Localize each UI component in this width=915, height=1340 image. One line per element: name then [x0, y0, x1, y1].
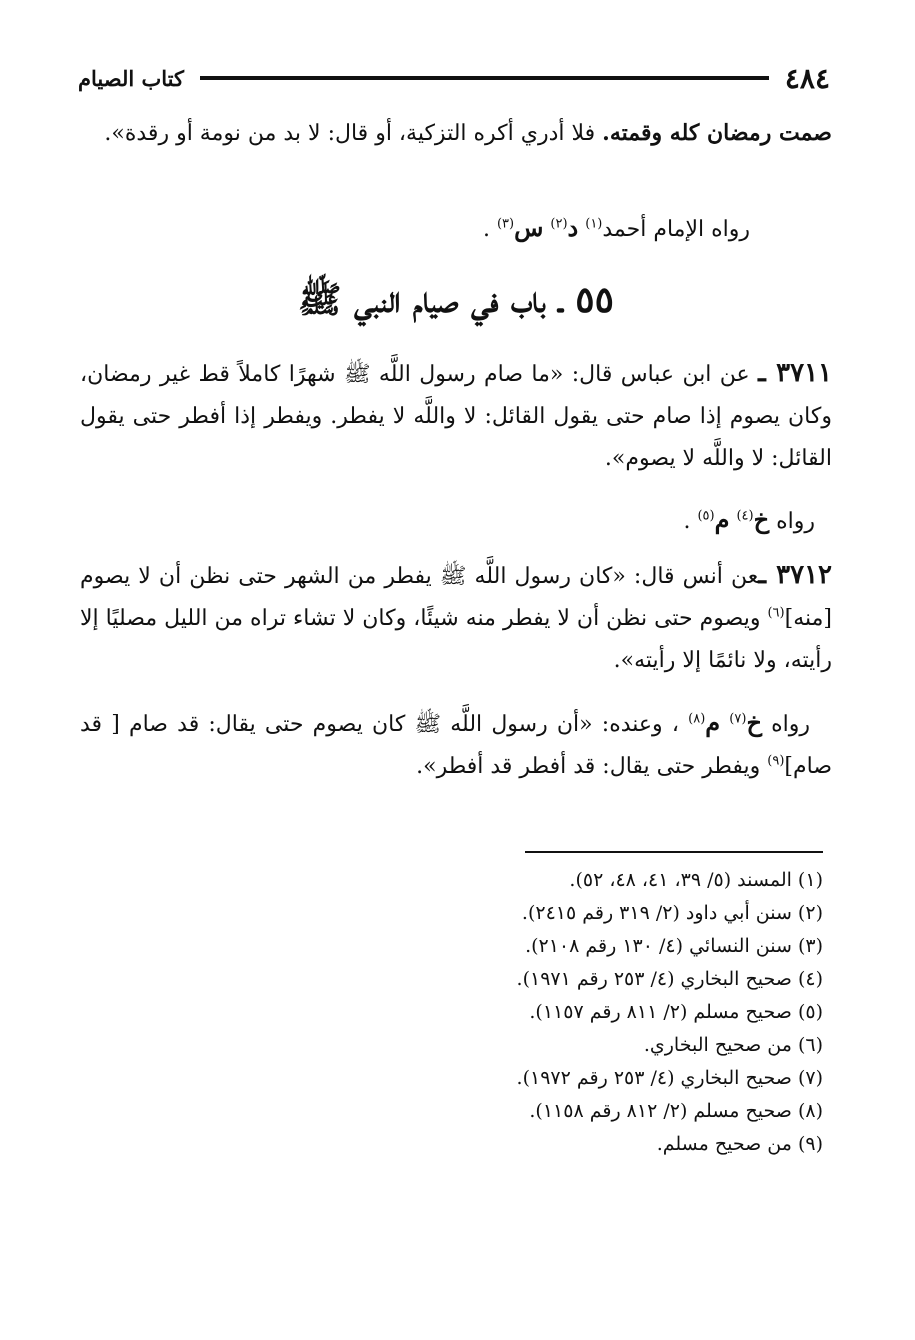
intro-bold-text: صمت رمضان كله وقمته. — [602, 120, 832, 146]
page-header — [78, 58, 830, 98]
riwaya-text: ، وعنده: «أن رسول اللَّه ﷺ كان يصوم حتى يقال: قد صام [ قد صام] — [80, 712, 832, 779]
footnote-1: (١) المسند (٥/ ٣٩، ٤١، ٤٨، ٥٢). — [569, 869, 823, 891]
source-bukhari: خ — [753, 505, 770, 534]
intro-riwaya — [483, 208, 750, 250]
footnote-ref-5: (٥) — [697, 508, 715, 524]
footnote-8: (٨) صحيح مسلم (٢/ ٨١٢ رقم ١١٥٨). — [529, 1100, 823, 1122]
footnote-ref-1: (١) — [585, 216, 603, 232]
riwaya-label: رواه — [776, 509, 815, 534]
page-number: ٤٨٤ — [784, 61, 830, 95]
footnote-6: (٦) من صحيح البخاري. — [643, 1034, 823, 1056]
hadith-3712-riwaya — [80, 702, 832, 788]
riwaya-label: رواه الإمام أحمد — [602, 217, 750, 242]
riwaya-end: . — [683, 509, 698, 534]
footnote-ref-3: (٣) — [496, 216, 515, 232]
footnote-ref-4: (٤) — [736, 508, 754, 524]
header-rule — [200, 76, 769, 80]
riwaya-text-cont: ويفطر حتى يقال: قد أفطر قد أفطر». — [416, 754, 768, 779]
footnote-ref-9: (٩) — [767, 753, 785, 769]
source-abu-dawud: د — [567, 213, 579, 242]
hadith-text-cont: ويصوم حتى نظن أن لا يفطر منه شيئًا، وكان لا تشاء تراه من الليل مصليًا إلا رأيته، ولا نائمًا إلا رأيته». — [80, 606, 832, 673]
intro-text: فلا أدري أكره التزكية، أو قال: لا بد من نومة أو رقدة». — [104, 121, 603, 146]
riwaya-label: رواه — [771, 712, 810, 737]
hadith-number: ٣٧١٢ ـ — [758, 560, 832, 590]
hadith-number: ٣٧١١ ـ — [758, 358, 832, 388]
footnote-separator — [525, 851, 823, 853]
footnotes — [303, 864, 823, 1161]
footnote-ref-8: (٨) — [688, 711, 706, 727]
footnote-5: (٥) صحيح مسلم (٢/ ٨١١ رقم ١١٥٧). — [529, 1001, 823, 1023]
footnote-4: (٤) صحيح البخاري (٤/ ٢٥٣ رقم ١٩٧١). — [516, 968, 823, 990]
hadith-3712 — [80, 554, 832, 682]
source-bukhari: خ — [746, 708, 762, 737]
source-muslim: م — [714, 505, 730, 534]
footnote-3: (٣) سنن النسائي (٤/ ١٣٠ رقم ٢١٠٨). — [525, 935, 823, 957]
hadith-text: عن ابن عباس قال: «ما صام رسول اللَّه ﷺ شهرًا كاملاً قط غير رمضان، وكان يصوم إذا صام حتى يقول القائل: لا واللَّه لا يفطر. ويفطر إذا أفطر حتى يقول القائل: لا واللَّه لا يصوم». — [80, 362, 832, 471]
footnote-9: (٩) من صحيح مسلم. — [656, 1133, 823, 1155]
hadith-text: عن أنس قال: «كان رسول اللَّه ﷺ يفطر من الشهر حتى نظن أن لا يصوم [منه] — [80, 564, 832, 631]
hadith-3711 — [80, 352, 832, 480]
footnote-ref-6: (٦) — [767, 605, 785, 621]
footnote-7: (٧) صحيح البخاري (٤/ ٢٥٣ رقم ١٩٧٢). — [516, 1067, 823, 1089]
source-nasai: س — [514, 213, 544, 242]
riwaya-end: . — [482, 217, 497, 242]
footnote-ref-2: (٢) — [550, 216, 568, 232]
hadith-3711-riwaya — [683, 500, 815, 542]
footnote-2: (٢) سنن أبي داود (٢/ ٣١٩ رقم ٢٤١٥). — [521, 902, 823, 924]
source-muslim: م — [705, 708, 721, 737]
book-title: كتاب الصيام — [78, 65, 184, 91]
chapter-title: ٥٥ ـ باب في صيام النبي ﷺ — [298, 279, 614, 321]
footnote-ref-7: (٧) — [729, 711, 747, 727]
intro-paragraph — [80, 112, 832, 155]
